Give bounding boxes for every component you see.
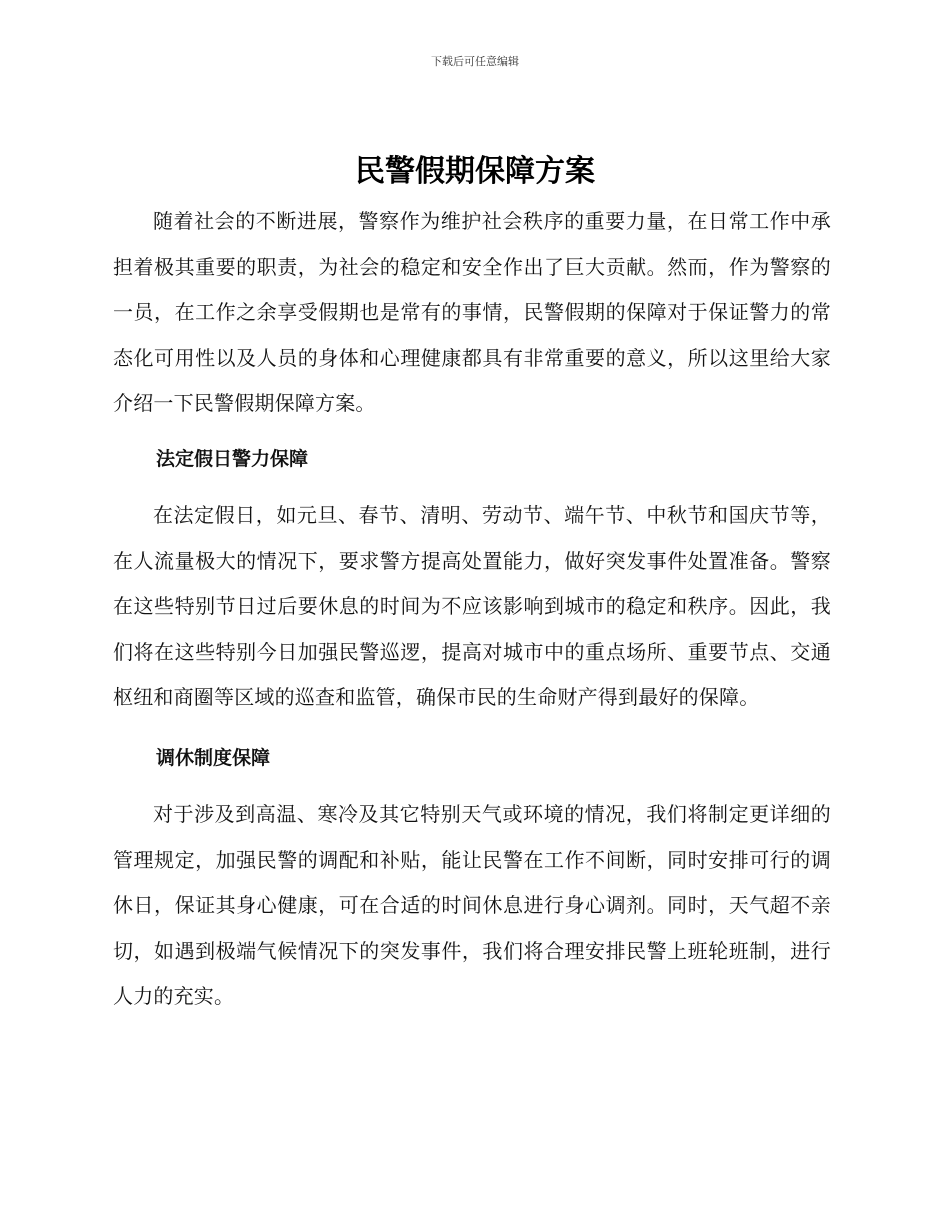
document-title: 民警假期保障方案: [355, 154, 595, 189]
page-header-note: 下载后可任意编辑: [431, 55, 519, 68]
document-body: [113, 199, 831, 1020]
section-heading-holiday-police: 法定假日警力保障: [156, 447, 309, 470]
section-heading-rest-system: 调休制度保障: [156, 746, 271, 769]
section-paragraph-rest-system: 对于涉及到高温、寒冷及其它特别天气或环境的情况，我们将制定更详细的管理规定，加强民警的调配和补贴，能让民警在工作不间断，同时安排可行的调休日，保证其身心健康，可在合适的时间休息进行身心调剂。同时，天气超不亲切，如遇到极端气候情况下的突发事件，我们将合理安排民警上班轮班制，进行人力的充实。: [113, 801, 831, 1009]
section-paragraph-holiday-police: 在法定假日，如元旦、春节、清明、劳动节、端午节、中秋节和国庆节等，在人流量极大的情况下，要求警方提高处置能力，做好突发事件处置准备。警察在这些特别节日过后要休息的时间为不应该影响到城市的稳定和秩序。因此，我们将在这些特别今日加强民警巡逻，提高对城市中的重点场所、重要节点、交通枢纽和商圈等区域的巡查和监管，确保市民的生命财产得到最好的保障。: [113, 502, 831, 710]
intro-paragraph: 随着社会的不断进展，警察作为维护社会秩序的重要力量，在日常工作中承担着极其重要的职责，为社会的稳定和安全作出了巨大贡献。然而，作为警察的一员，在工作之余享受假期也是常有的事情，民警假期的保障对于保证警力的常态化可用性以及人员的身体和心理健康都具有非常重要的意义，所以这里给大家介绍一下民警假期保障方案。: [113, 209, 831, 416]
